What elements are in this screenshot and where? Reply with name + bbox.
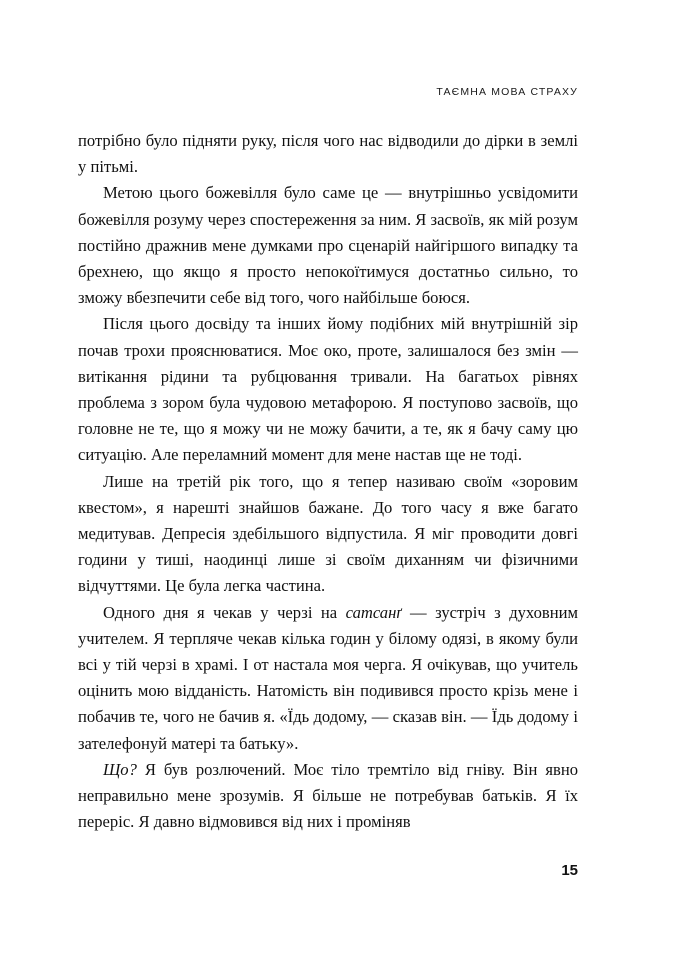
paragraph-p5: Одного дня я чекав у черзі на сатсанґ — зустріч з духовним учителем. Я терпляче чекав кілька годин у білому одязі, в якому були всі у тій черзі в храмі. І от настала моя черга. Я очікував, що учитель оцінить мою відданість. Натомість він подивився просто крізь мене і побачив те, чого не бачив я. «Їдь додому, — сказав він. — Їдь додому і зателефонуй матері та батьку». — [78, 602, 578, 753]
paragraph-p6: Що? Я був розлючений. Моє тіло тремтіло від гніву. Він явно неправильно мене зрозумів. Я більше не потребував батьків. Я їх переріс. Я давно відмовився від них і проміняв — [78, 759, 578, 832]
paragraph-p2: Метою цього божевілля було саме це — внутрішньо усвідомити божевілля розуму через спостереження за ним. Я засвоїв, як мій розум постійно дражнив мене думками про сценарій найгіршого випадку та брехнею, що якщо я просто непокоїтимуся достатньо сильно, то зможу вбезпечити себе від того, чого найбільше боюся. — [78, 183, 578, 308]
paragraph-p1: потрібно було підняти руку, після чого нас відводили до дірки в землі у пітьмі. — [78, 131, 578, 177]
emphasis-text: Що? — [103, 759, 137, 779]
page-number: 15 — [561, 862, 578, 879]
paragraph-p4: Лише на третій рік того, що я тепер називаю своїм «зоровим квестом», я нарешті знайшов бажане. До того часу я вже багато медитував. Депресія здебільшого відпустила. Я міг проводити довгі години у тиші, наодинці лише зі своїм диханням чи фізичними відчуттями. Це була легка частина. — [78, 471, 578, 596]
paragraph-p3: Після цього досвіду та інших йому подібних мій внутрішній зір почав трохи прояснюватися. Моє око, проте, залишалося без змін — витікання рідини та рубцювання тривали. На багатьох рівнях проблема з зором була чудовою метафорою. Я поступово засвоїв, що головне не те, що я можу чи не можу бачити, а те, як я бачу саму цю ситуацію. Але переламний момент для мене настав ще не тоді. — [78, 314, 578, 465]
body-text-block — [78, 128, 578, 835]
running-head: ТАЄМНА МОВА СТРАХУ — [436, 86, 578, 98]
emphasis-text: сатсанґ — [345, 602, 402, 622]
